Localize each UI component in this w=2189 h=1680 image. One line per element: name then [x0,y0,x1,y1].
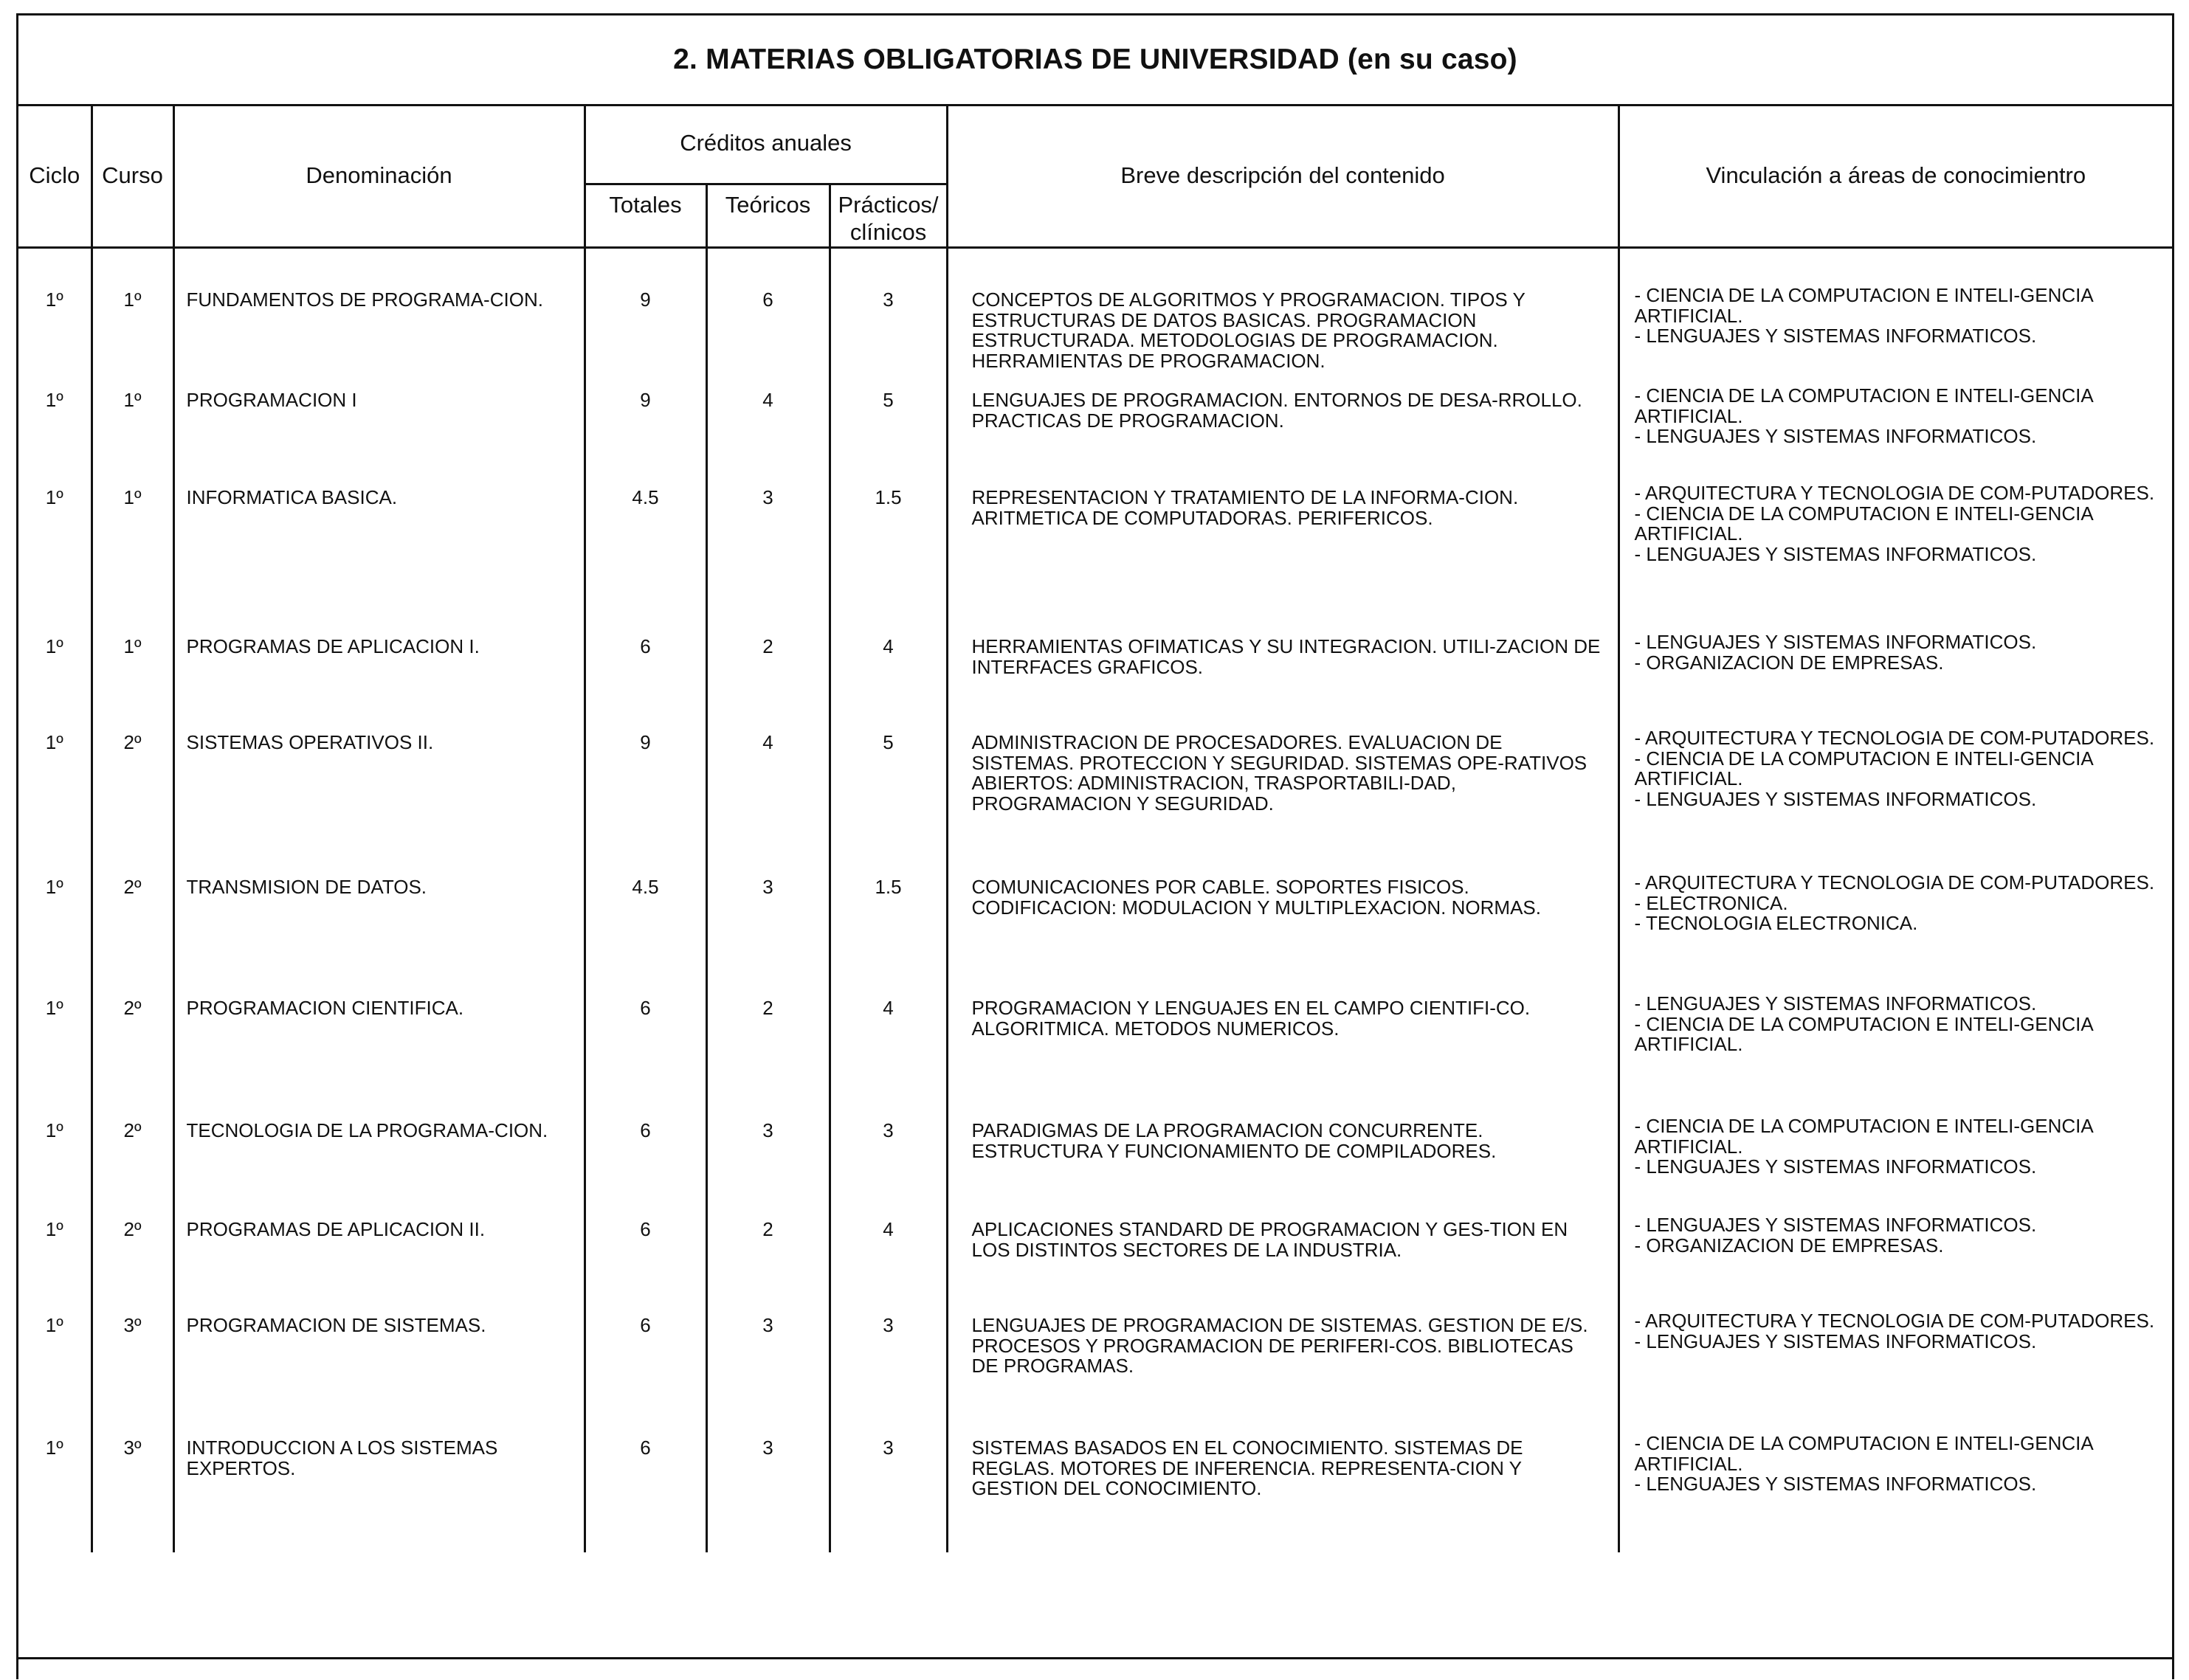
area-item: - CIENCIA DE LA COMPUTACION E INTELI-GENCIA ARTIFICIAL. [1634,502,2093,545]
cell-practicos: 4 [830,979,947,1102]
area-item: - LENGUAJES Y SISTEMAS INFORMATICOS. [1634,425,2037,448]
cell-teoricos: 3 [706,1296,830,1419]
cell-teoricos: 4 [706,713,830,858]
cell-practicos: 4 [830,618,947,713]
cell-practicos: 3 [830,1296,947,1419]
area-item: - ARQUITECTURA Y TECNOLOGIA DE COM-PUTADORES. [1634,482,2155,505]
cell-vinculacion [1619,1419,2172,1552]
cell-curso: 2º [92,1102,173,1200]
area-item: - LENGUAJES Y SISTEMAS INFORMATICOS. [1634,1155,2037,1178]
header-curso: Curso [92,104,173,248]
cell-denominacion: TRANSMISION DE DATOS. [173,858,585,979]
cell-vinculacion [1619,979,2172,1102]
cell-vinculacion [1619,469,2172,618]
cell-totales: 6 [585,1200,706,1296]
cell-teoricos: 6 [706,248,830,372]
cell-descripcion: PARADIGMAS DE LA PROGRAMACION CONCURRENTE. ESTRUCTURA Y FUNCIONAMIENTO DE COMPILADORES. [947,1102,1619,1200]
table-row [18,979,2172,1102]
cell-totales: 9 [585,713,706,858]
header-teoricos: Teóricos [706,184,830,248]
header-creditos-anuales: Créditos anuales [585,104,947,184]
area-item: - CIENCIA DE LA COMPUTACION E INTELI-GENCIA ARTIFICIAL. [1634,384,2093,427]
cell-totales: 6 [585,1296,706,1419]
table-row [18,1200,2172,1296]
area-item: - ARQUITECTURA Y TECNOLOGIA DE COM-PUTADORES. [1634,727,2155,750]
cell-ciclo: 1º [45,1437,63,1459]
table-row [18,469,2172,618]
cell-denominacion: SISTEMAS OPERATIVOS II. [173,713,585,858]
cell-curso: 2º [92,1200,173,1296]
cell-totales: 9 [585,371,706,469]
table-row [18,248,2172,372]
cell-practicos: 5 [830,371,947,469]
area-item: - TECNOLOGIA ELECTRONICA. [1634,912,1918,935]
cell-ciclo: 1º [45,486,63,509]
cell-totales: 4.5 [585,858,706,979]
cell-practicos: 3 [830,1419,947,1552]
area-item: - LENGUAJES Y SISTEMAS INFORMATICOS. [1634,1330,2037,1352]
cell-descripcion: COMUNICACIONES POR CABLE. SOPORTES FISICOS. CODIFICACION: MODULACION Y MULTIPLEXACION. NORMAS. [947,858,1619,979]
table-row [18,713,2172,858]
area-item: - ORGANIZACION DE EMPRESAS. [1634,651,1944,674]
cell-vinculacion [1619,1296,2172,1419]
cell-vinculacion [1619,371,2172,469]
cell-denominacion: PROGRAMACION DE SISTEMAS. [173,1296,585,1419]
cell-totales: 6 [585,1102,706,1200]
cell-curso: 2º [92,858,173,979]
cell-teoricos: 3 [706,1419,830,1552]
cell-ciclo: 1º [45,635,63,658]
cell-denominacion: PROGRAMACION I [173,371,585,469]
cell-denominacion: PROGRAMAS DE APLICACION II. [173,1200,585,1296]
table-row [18,371,2172,469]
area-item: - LENGUAJES Y SISTEMAS INFORMATICOS. [1634,787,2037,810]
table-header [18,104,2172,248]
cell-vinculacion [1619,618,2172,713]
area-item: - ARQUITECTURA Y TECNOLOGIA DE COM-PUTADORES. [1634,871,2155,894]
area-item: - LENGUAJES Y SISTEMAS INFORMATICOS. [1634,542,2037,565]
table-row [18,618,2172,713]
area-item: - LENGUAJES Y SISTEMAS INFORMATICOS. [1634,631,2037,654]
table-row [18,1296,2172,1419]
area-item: - ORGANIZACION DE EMPRESAS. [1634,1234,1944,1256]
area-item: - ARQUITECTURA Y TECNOLOGIA DE COM-PUTADORES. [1634,1310,2155,1332]
cell-ciclo: 1º [45,288,63,311]
cell-ciclo: 1º [45,1218,63,1241]
cell-totales: 4.5 [585,469,706,618]
cell-practicos: 5 [830,713,947,858]
cell-ciclo: 1º [45,1314,63,1337]
cell-teoricos: 3 [706,469,830,618]
cell-denominacion: FUNDAMENTOS DE PROGRAMA-CION. [173,248,585,372]
cell-denominacion: PROGRAMACION CIENTIFICA. [173,979,585,1102]
cell-teoricos: 3 [706,858,830,979]
header-totales: Totales [585,184,706,248]
cell-denominacion: PROGRAMAS DE APLICACION I. [173,618,585,713]
cell-curso: 1º [92,371,173,469]
area-item: - CIENCIA DE LA COMPUTACION E INTELI-GENCIA ARTIFICIAL. [1634,1432,2093,1475]
cell-descripcion: ADMINISTRACION DE PROCESADORES. EVALUACION DE SISTEMAS. PROTECCION Y SEGURIDAD. SISTEMAS OPE-RATIVOS ABIERTOS: ADMINISTRACION, TRASPORTABILI-DAD, PROGRAMACION Y SEGURIDAD. [947,713,1619,858]
header-ciclo: Ciclo [18,104,92,248]
area-item: - ELECTRONICA. [1634,891,1788,914]
header-practicos: Prácticos/ clínicos [830,184,947,248]
table-title: 2. MATERIAS OBLIGATORIAS DE UNIVERSIDAD (en su caso) [18,15,2172,106]
header-descripcion: Breve descripción del contenido [947,104,1619,248]
cell-vinculacion [1619,713,2172,858]
cell-vinculacion [1619,858,2172,979]
cell-curso: 2º [92,713,173,858]
materias-table [18,104,2172,1552]
cell-curso: 1º [92,469,173,618]
table-body [18,248,2172,1553]
cell-practicos: 1.5 [830,469,947,618]
cell-vinculacion [1619,248,2172,372]
header-vinculacion: Vinculación a áreas de conocimientro [1619,104,2172,248]
cell-practicos: 3 [830,248,947,372]
cell-curso: 3º [92,1419,173,1552]
cell-totales: 6 [585,618,706,713]
cell-practicos: 4 [830,1200,947,1296]
cell-practicos: 1.5 [830,858,947,979]
bottom-rule [16,1657,2174,1659]
area-item: - CIENCIA DE LA COMPUTACION E INTELI-GENCIA ARTIFICIAL. [1634,1115,2093,1158]
cell-descripcion: PROGRAMACION Y LENGUAJES EN EL CAMPO CIENTIFI-CO. ALGORITMICA. METODOS NUMERICOS. [947,979,1619,1102]
cell-teoricos: 2 [706,979,830,1102]
cell-ciclo: 1º [45,997,63,1020]
area-item: - CIENCIA DE LA COMPUTACION E INTELI-GENCIA ARTIFICIAL. [1634,284,2093,327]
cell-teoricos: 2 [706,618,830,713]
cell-totales: 6 [585,979,706,1102]
cell-curso: 2º [92,979,173,1102]
document-page [16,13,2174,1679]
cell-ciclo: 1º [45,389,63,412]
table-row [18,1102,2172,1200]
cell-practicos: 3 [830,1102,947,1200]
cell-descripcion: HERRAMIENTAS OFIMATICAS Y SU INTEGRACION. UTILI-ZACION DE INTERFACES GRAFICOS. [947,618,1619,713]
cell-teoricos: 2 [706,1200,830,1296]
table-row [18,858,2172,979]
cell-vinculacion [1619,1102,2172,1200]
cell-curso: 1º [92,618,173,713]
cell-ciclo: 1º [45,1119,63,1142]
cell-totales: 9 [585,248,706,372]
cell-descripcion: LENGUAJES DE PROGRAMACION DE SISTEMAS. GESTION DE E/S. PROCESOS Y PROGRAMACION DE PERIFERI-COS. BIBLIOTECAS DE PROGRAMAS. [947,1296,1619,1419]
cell-descripcion: CONCEPTOS DE ALGORITMOS Y PROGRAMACION. TIPOS Y ESTRUCTURAS DE DATOS BASICAS. PROGRAMACION ESTRUCTURADA. METODOLOGIAS DE PROGRAMACION. HERRAMIENTAS DE PROGRAMACION. [947,248,1619,372]
cell-ciclo: 1º [45,731,63,754]
cell-curso: 1º [92,248,173,372]
cell-descripcion: SISTEMAS BASADOS EN EL CONOCIMIENTO. SISTEMAS DE REGLAS. MOTORES DE INFERENCIA. REPRESENTA-CION Y GESTION DEL CONOCIMIENTO. [947,1419,1619,1552]
area-item: - LENGUAJES Y SISTEMAS INFORMATICOS. [1634,1214,2037,1237]
cell-denominacion: TECNOLOGIA DE LA PROGRAMA-CION. [173,1102,585,1200]
area-item: - LENGUAJES Y SISTEMAS INFORMATICOS. [1634,325,2037,348]
cell-descripcion: APLICACIONES STANDARD DE PROGRAMACION Y GES-TION EN LOS DISTINTOS SECTORES DE LA INDUSTRIA. [947,1200,1619,1296]
area-item: - CIENCIA DE LA COMPUTACION E INTELI-GENCIA ARTIFICIAL. [1634,747,2093,790]
cell-vinculacion [1619,1200,2172,1296]
area-item: - LENGUAJES Y SISTEMAS INFORMATICOS. [1634,992,2037,1015]
cell-teoricos: 3 [706,1102,830,1200]
cell-descripcion: LENGUAJES DE PROGRAMACION. ENTORNOS DE DESA-RROLLO. PRACTICAS DE PROGRAMACION. [947,371,1619,469]
header-denominacion: Denominación [173,104,585,248]
cell-descripcion: REPRESENTACION Y TRATAMIENTO DE LA INFORMA-CION. ARITMETICA DE COMPUTADORAS. PERIFERICOS. [947,469,1619,618]
cell-denominacion: INFORMATICA BASICA. [173,469,585,618]
area-item: - CIENCIA DE LA COMPUTACION E INTELI-GENCIA ARTIFICIAL. [1634,1012,2093,1056]
cell-teoricos: 4 [706,371,830,469]
table-row [18,1419,2172,1552]
cell-totales: 6 [585,1419,706,1552]
cell-ciclo: 1º [45,876,63,899]
cell-denominacion: INTRODUCCION A LOS SISTEMAS EXPERTOS. [173,1419,585,1552]
area-item: - LENGUAJES Y SISTEMAS INFORMATICOS. [1634,1473,2037,1496]
cell-curso: 3º [92,1296,173,1419]
